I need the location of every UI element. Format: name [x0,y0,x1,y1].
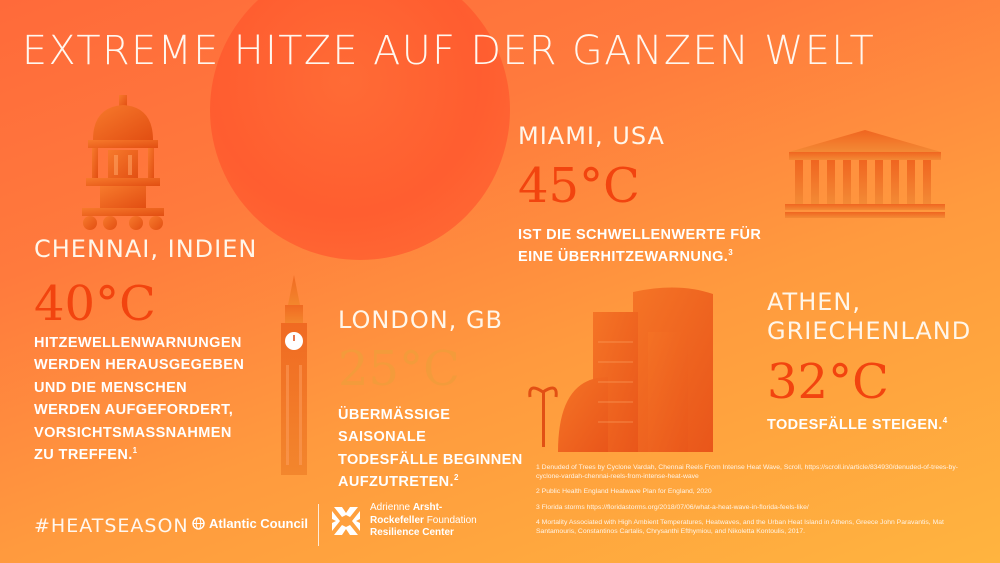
page-title: EXTREME HITZE AUF DER GANZEN WELT [22,28,876,74]
footnote-2: 2 Public Health England Heatwave Plan for England, 2020 [536,488,712,496]
footnote-1: 1 Denuded of Trees by Cyclone Vardah, Chennai Reels From Intense Heat Wave, Scroll, https://scroll.in/article/834930/denuded-of-trees-by-cyclone-vardah-chennai-reels-from-intense-heat-wave [536,464,958,481]
skyscraper-icon [528,282,728,452]
atlantic-council-label: Atlantic Council [209,516,308,531]
desc-london: ÜBERMÄSSIGE SAISONALE TODESFÄLLE BEGINNEN AUFZUTRETEN.$^2$ [338,407,523,491]
atlantic-council-logo [192,516,308,531]
parthenon-icon [785,128,945,218]
city-name-london: LONDON, GB [338,306,504,334]
cross-x-icon [330,505,362,537]
desc-chennai: HITZEWELLENWARNUNGEN WERDEN HERAUSGEGEBEN UND DIE MENSCHEN WERDEN AUFGEFORDERT, VORSICHTSMASSNAHMEN ZU TREFFEN.$^1$ [34,335,245,464]
city-name-miami: MIAMI, USA [518,122,665,150]
globe-icon [192,517,205,530]
desc-athens: TODESFÄLLE STEIGEN.$^4$ [767,416,948,433]
footnote-ref: 4 [942,416,948,426]
footnote-ref: 3 [728,248,734,258]
footnote-4: 4 Mortality Associated with High Ambient Temperatures, Heatwaves, and the Urban Heat Island in Athens, Greece John Paravantis, Mat Santamouris, Constantinos Cartalis, Chrysanthi Efthymiou, and Nikoletta Kontoulis, 2017. [536,518,944,535]
hashtag: #HEATSEASON [34,515,189,537]
temp-london: 25°C [338,341,460,397]
city-name-chennai: CHENNAI, INDIEN [34,235,258,263]
temp-chennai: 40°C [34,276,156,332]
big-ben-icon [276,275,312,475]
city-name-athens: ATHEN, GRIECHENLAND [767,288,972,345]
temple-icon [78,95,168,230]
rockefeller-text: Adrienne Arsht- Rockefeller Foundation Resilience Center [370,502,477,538]
footnote-3: 3 Florida storms https://floridastorms.org/2018/07/06/what-a-heat-wave-in-florida-feels-like/ [536,503,809,511]
footnote-ref: 1 [132,446,138,456]
desc-miami: IST DIE SCHWELLENWERTE FÜR EINE ÜBERHITZEWARNUNG.$^3$ [518,227,762,266]
temp-miami: 45°C [518,158,640,214]
footnote-ref: 2 [453,473,459,483]
logo-divider [318,504,319,546]
rockefeller-logo [330,502,477,540]
temp-athens: 32°C [767,354,889,410]
footnotes [536,463,976,542]
